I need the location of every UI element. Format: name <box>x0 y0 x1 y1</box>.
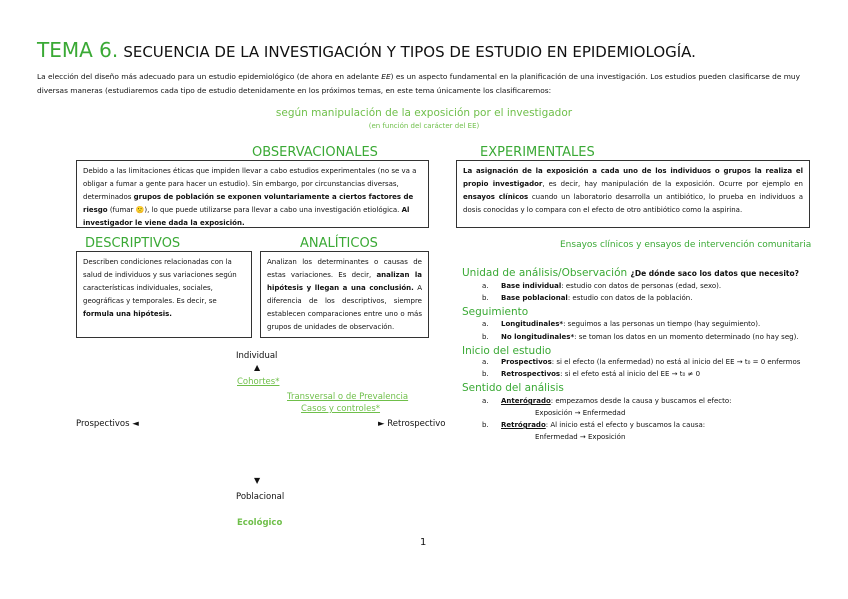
intro-text-1: La elección del diseño más adecuado para un estudio epidemiológico (de ahora en adelante <box>37 72 382 81</box>
item-label: a. <box>482 397 489 405</box>
manipulation-subtitle: (en función del carácter del EE) <box>368 122 480 130</box>
item-text: : se toman los datos en un momento determinado (no hay seg). <box>574 333 799 341</box>
item-label: a. <box>482 320 489 328</box>
page-number: 1 <box>420 537 427 548</box>
anal-text-2: A diferencia de los descriptivos, siempre establecen comparaciones entre uno o más grupos de unidades de observación. <box>267 284 422 331</box>
desc-bold-1: formula una hipótesis. <box>83 310 172 318</box>
tema-number: TEMA 6. <box>37 38 119 62</box>
desc-text-1: Describen condiciones relacionadas con la salud de individuos y sus variaciones según características individuales, sociales, geográficas y temporales. Es decir, se <box>83 258 237 305</box>
item-bold: Base individual <box>501 282 562 290</box>
item-text: : si el efecto (la enfermedad) no está al inicio del EE → t₀ = 0 enfermos <box>551 358 801 366</box>
item-label: b. <box>482 421 489 429</box>
sentido-sub-b: Enfermedad → Exposición <box>535 433 626 441</box>
exp-text-1: , es decir, hay manipulación de la exposición. Ocurre por ejemplo en <box>542 180 803 188</box>
sad-face-icon: 🙁 <box>135 206 145 214</box>
exp-bold-2: ensayos clínicos <box>463 193 529 201</box>
item-text: : seguimos a las personas un tiempo (hay seguimiento). <box>563 320 761 328</box>
observacionales-box <box>76 160 429 228</box>
ensayos-label: Ensayos clínicos y ensayos de intervención comunitaria <box>560 240 812 250</box>
item-label: b. <box>482 294 489 302</box>
intro-text-2: ) es un aspecto fundamental en la planificación de una investigación. Los estudios pueden clasificarse de muy diversas maneras (estudiaremos cada tipo de estudio detenidamente en los próximos temas, en este tema únicamente los clasificaremos: <box>37 72 800 95</box>
exp-bold-1: La asignación de la exposición a cada uno de los individuos o grupos la realiza el propio investigador <box>463 167 803 188</box>
arrow-down-icon: ▼ <box>254 476 261 485</box>
intro-paragraph <box>37 70 815 98</box>
obs-text-2: (fumar <box>107 206 136 214</box>
diagram-prospectivos: Prospectivos ◄ <box>76 419 139 429</box>
seguimiento-title: Seguimiento <box>462 306 529 318</box>
diagram-transversal: Transversal o de Prevalencia <box>287 392 409 402</box>
item-label: b. <box>482 333 489 341</box>
obs-bold-2: Al investigador le viene dada la exposición. <box>83 206 410 227</box>
obs-text-3: ), lo que puede utilizarse para llevar a cabo una investigación etiológica. <box>144 206 402 214</box>
anal-bold-1: analizan la hipótesis y llegan a una conclusión. <box>267 271 422 292</box>
diagram-ecologico: Ecológico <box>237 518 283 528</box>
item-text: : empezamos desde la causa y buscamos el efecto: <box>550 397 732 405</box>
item-bold: Longitudinales* <box>501 320 564 328</box>
obs-bold-1: grupos de población se exponen voluntariamente a ciertos factores de riesgo <box>83 193 414 214</box>
unidad-title: Unidad de análisis/Observación <box>462 267 628 279</box>
diagram-casos-controles: Casos y controles* <box>301 404 381 414</box>
item-bold: Base poblacional <box>501 294 568 302</box>
item-bold: Prospectivos <box>501 358 552 366</box>
item-bold: Retrógrado <box>501 421 546 429</box>
diagram-poblacional: Poblacional <box>236 492 285 502</box>
unidad-question: ¿De dónde saco los datos que necesito? <box>630 269 799 278</box>
arrow-up-icon: ▲ <box>254 363 261 372</box>
analiticos-heading: ANALÍTICOS <box>300 236 378 251</box>
exp-text-2: cuando un laboratorio desarrolla un antibiótico, lo prueba en individuos a dosis conocidas y lo compara con el efecto de otro antibiótico como la aspirina. <box>463 193 803 214</box>
descriptivos-heading: DESCRIPTIVOS <box>85 236 181 251</box>
diagram-individual: Individual <box>236 351 278 361</box>
intro-ee: EE <box>381 72 391 81</box>
descriptivos-box <box>76 251 252 338</box>
diagram-cohortes: Cohortes* <box>237 377 280 387</box>
analiticos-box <box>260 251 429 338</box>
manipulation-title: según manipulación de la exposición por el investigador <box>275 107 573 119</box>
tema-title: SECUENCIA DE LA INVESTIGACIÓN Y TIPOS DE ESTUDIO EN EPIDEMIOLOGÍA. <box>123 43 696 61</box>
item-text: : si el efeto está al inicio del EE → t₀ ≠ 0 <box>560 370 701 378</box>
item-label: b. <box>482 370 489 378</box>
obs-text-1: Debido a las limitaciones éticas que impiden llevar a cabo estudios experimentales (no se va a obligar a fumar a gente para hacer un estudio). Sin embargo, por circunstancias diversas, determinados <box>83 167 417 201</box>
inicio-title: Inicio del estudio <box>462 345 552 357</box>
item-bold: Anterógrado <box>501 397 551 405</box>
sentido-title: Sentido del análisis <box>462 382 564 394</box>
item-label: a. <box>482 282 489 290</box>
experimentales-box <box>456 160 810 228</box>
item-bold: No longitudinales* <box>501 333 575 341</box>
unidad-section-title <box>462 267 799 279</box>
item-text: : estudio con datos de la población. <box>567 294 693 302</box>
item-bold: Retrospectivos <box>501 370 561 378</box>
anal-text-1: Analizan los determinantes o causas de estas variaciones. Es decir, <box>267 258 422 279</box>
page-title <box>37 38 696 62</box>
item-text: : estudio con datos de personas (edad, sexo). <box>561 282 722 290</box>
observacionales-heading: OBSERVACIONALES <box>252 145 378 160</box>
item-label: a. <box>482 358 489 366</box>
item-text: : Al inicio está el efecto y buscamos la causa: <box>545 421 706 429</box>
sentido-sub-a: Exposición → Enfermedad <box>535 409 626 417</box>
experimentales-heading: EXPERIMENTALES <box>480 145 595 160</box>
diagram-retrospectivo: ► Retrospectivo <box>378 419 446 429</box>
